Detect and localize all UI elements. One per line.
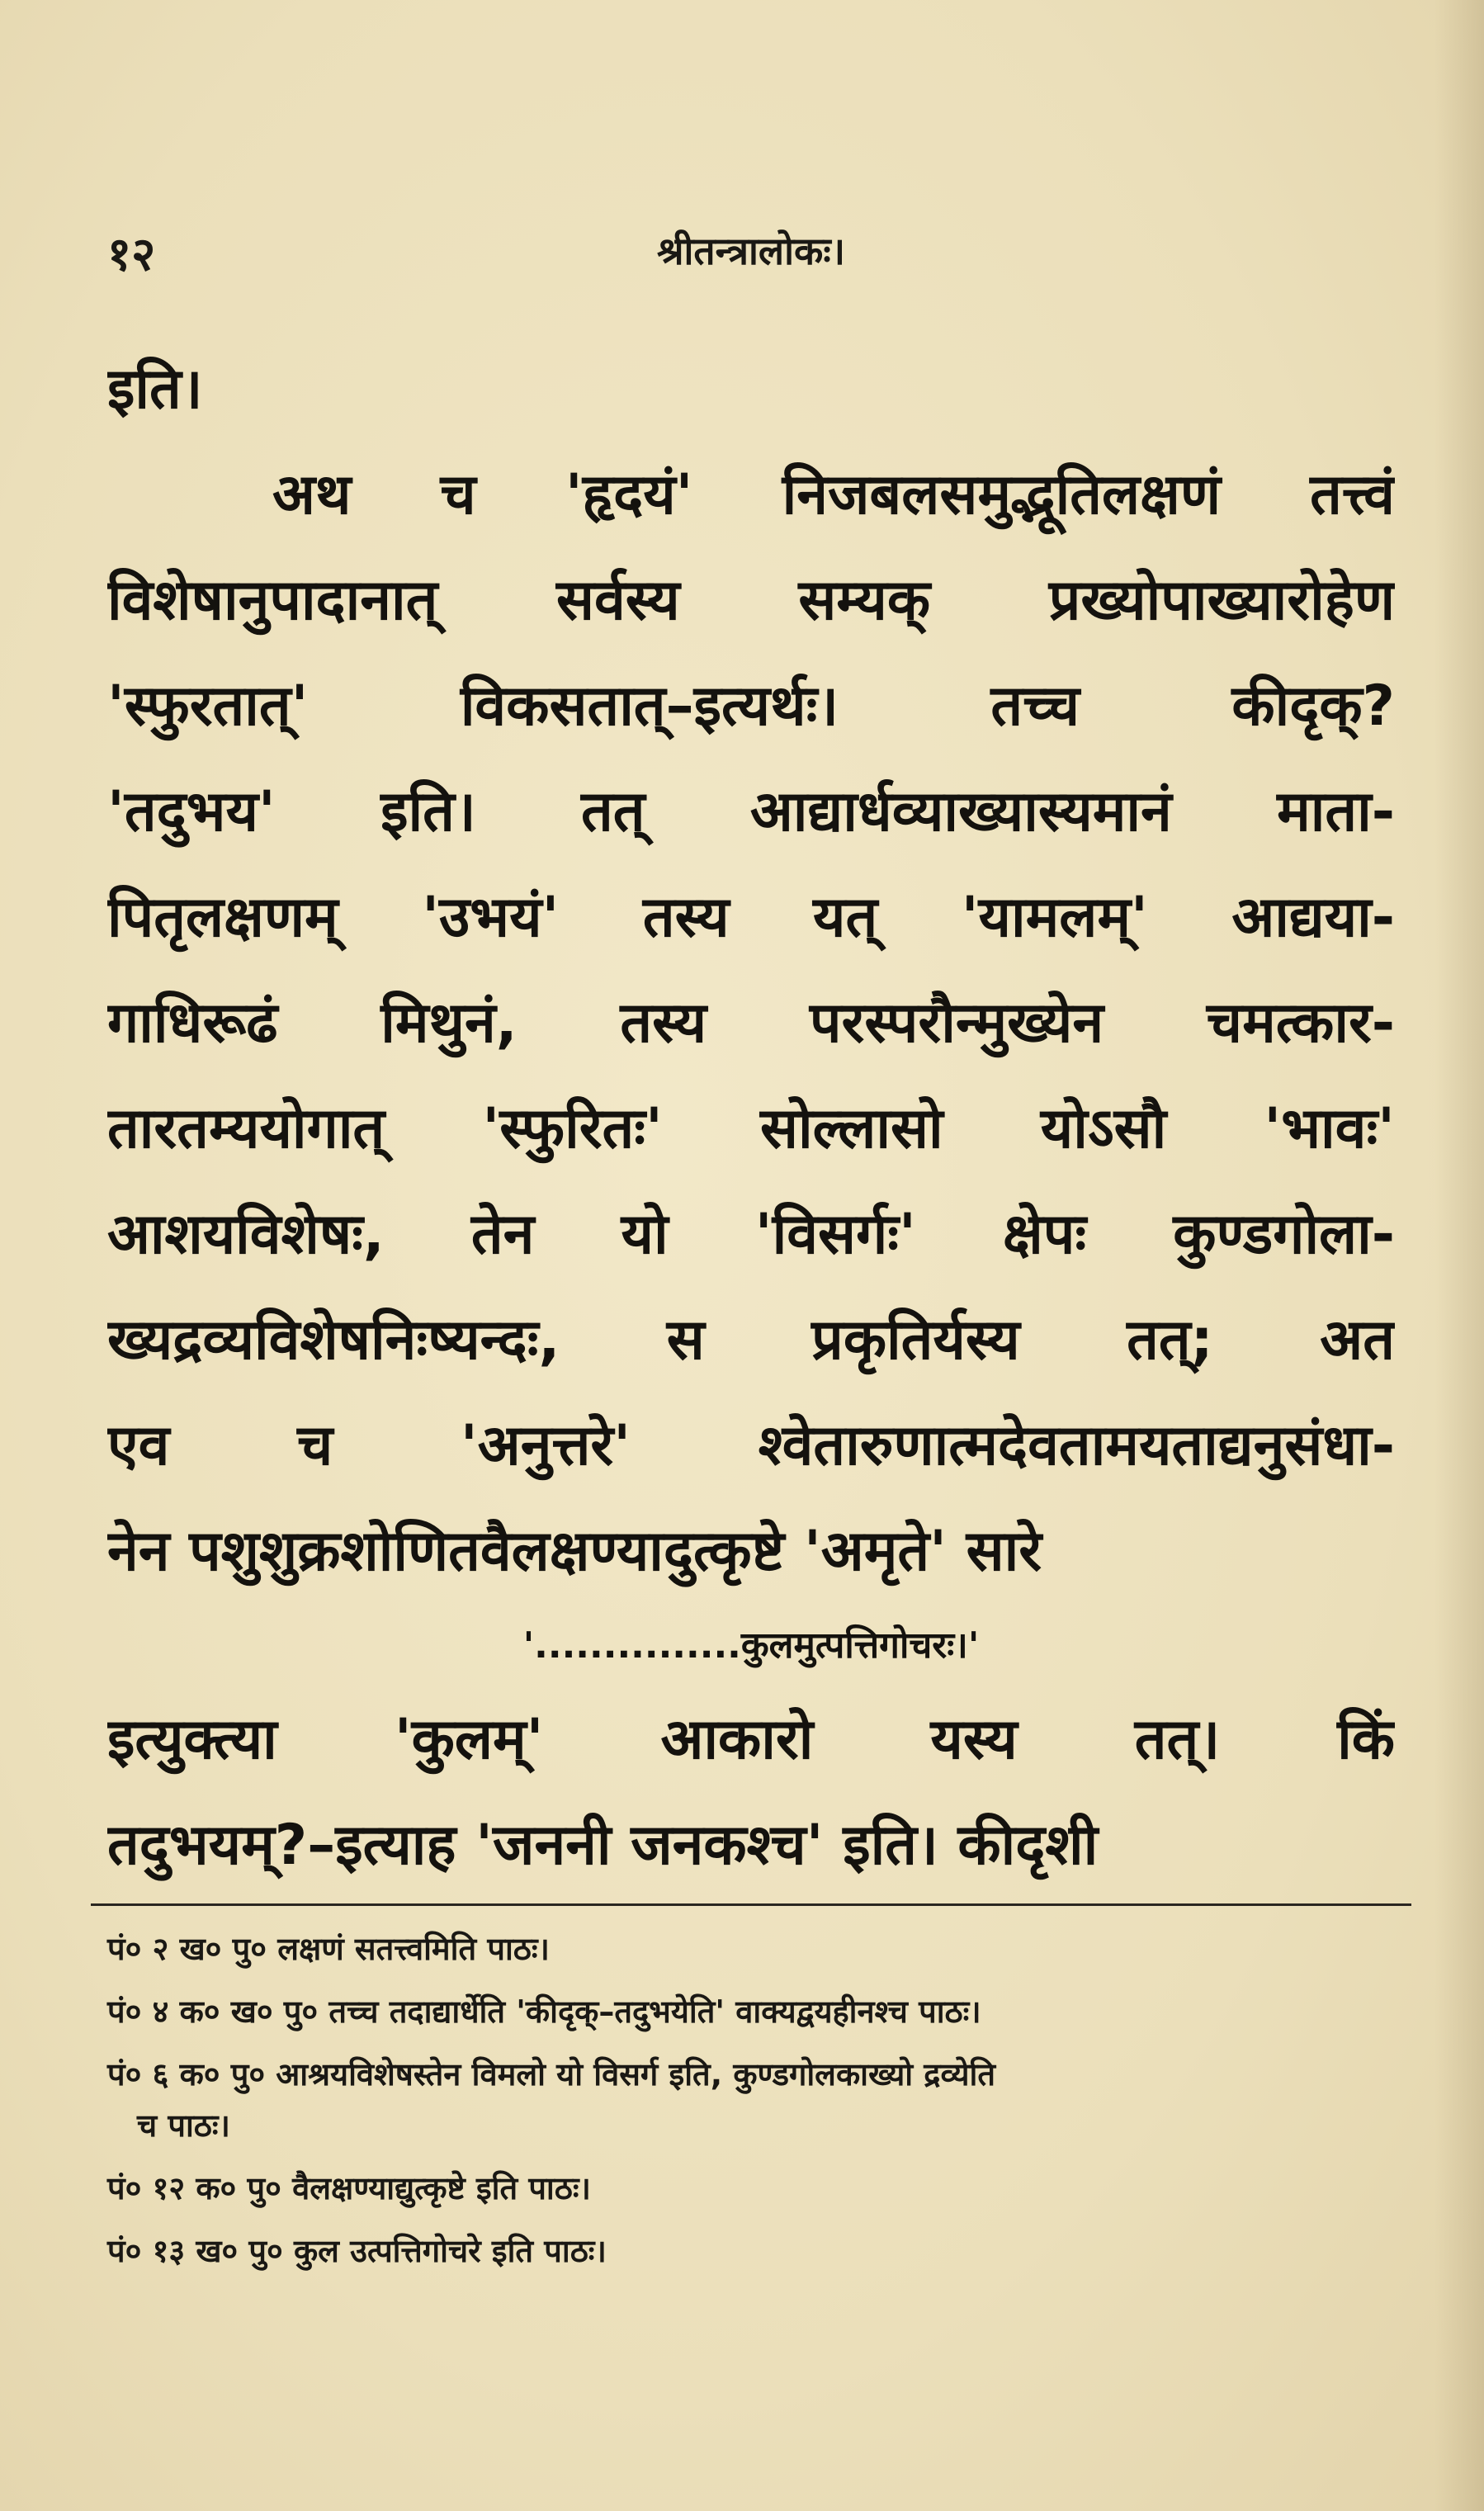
footnotes: [107, 1923, 1395, 2288]
page-header: [107, 221, 1395, 287]
footnote: [107, 2049, 1395, 2151]
footnote-text: पं० ४ क० ख० पु० तच्च तदाद्यार्धेति 'कीदृक्–तदुभयेति' वाक्यद्वयहीनश्च पाठः।: [107, 1993, 981, 2030]
text-line: आशयविशेषः, तेन यो 'विसर्गः' क्षेपः कुण्डगोला-: [107, 1202, 1395, 1267]
page-number: १२: [107, 227, 156, 281]
text-line: अथ च 'हृदयं' निजबलसमुद्भूतिलक्षणं तत्त्वं: [272, 462, 1395, 527]
footnote: [107, 2163, 1395, 2214]
quotation: '...............कुलमुत्पत्तिगोचरः।': [522, 1624, 980, 1667]
footnote-text: पं० ६ क० पु० आश्रयविशेषस्तेन विमलो यो विसर्ग इति, कुण्डगोलकाख्यो द्रव्येति: [107, 2056, 996, 2092]
text-line: तारतम्ययोगात् 'स्फुरितः' सोल्लासो योऽसौ 'भावः': [107, 1096, 1395, 1161]
text-line: विशेषानुपादानात् सर्वस्य सम्यक् प्रख्योपाख्यारोहेण: [107, 568, 1395, 633]
text-line: 'तदुभय' इति। तत् आद्यार्धव्याख्यास्यमानं माता-: [107, 779, 1395, 844]
text-line: एव च 'अनुत्तरे' श्वेतारुणात्मदेवतामयताद्यनुसंधा-: [107, 1413, 1395, 1478]
main-text: [107, 337, 1395, 1899]
text-line: नेन पशुशुक्रशोणितवैलक्षण्यादुत्कृष्टे 'अमृते' सारे: [107, 1519, 1042, 1584]
text-line: गाधिरूढं मिथुनं, तस्य परस्परौन्मुख्येन चमत्कार-: [107, 991, 1395, 1056]
text-line: 'स्फुरतात्' विकसतात्–इत्यर्थः। तच्च कीदृक्?: [107, 674, 1395, 739]
text-line: ख्यद्रव्यविशेषनिःष्यन्दः, स प्रकृतिर्यस्य तत्; अत: [107, 1308, 1395, 1373]
page-edge-shadow: [1434, 0, 1484, 2511]
footnote-text: पं० १२ क० पु० वैलक्षण्याद्युत्कृष्टे इति पाठः।: [107, 2170, 591, 2206]
footnote: [107, 1986, 1395, 2037]
footnote-text: पं० १३ ख० पु० कुल उत्पत्तिगोचरे इति पाठः।: [107, 2233, 607, 2269]
footnote-text: पं० २ ख० पु० लक्षणं सतत्त्वमिति पाठः।: [107, 1931, 550, 1967]
text-line: पितृलक्षणम् 'उभयं' तस्य यत् 'यामलम्' आद्यया-: [107, 885, 1395, 950]
footnote: [107, 2225, 1395, 2277]
footnote: [107, 1923, 1395, 1974]
footnote-continuation: च पाठः।: [137, 2107, 230, 2144]
text-line: इत्युक्त्या 'कुलम्' आकारो यस्य तत्। किं: [107, 1707, 1395, 1772]
text-line: इति।: [107, 357, 203, 422]
text-line: तदुभयम्?–इत्याह 'जननी जनकश्च' इति। कीदृशी: [107, 1813, 1099, 1878]
running-title: श्रीतन्त्रालोकः।: [656, 229, 846, 273]
footnote-divider: [91, 1903, 1411, 1906]
